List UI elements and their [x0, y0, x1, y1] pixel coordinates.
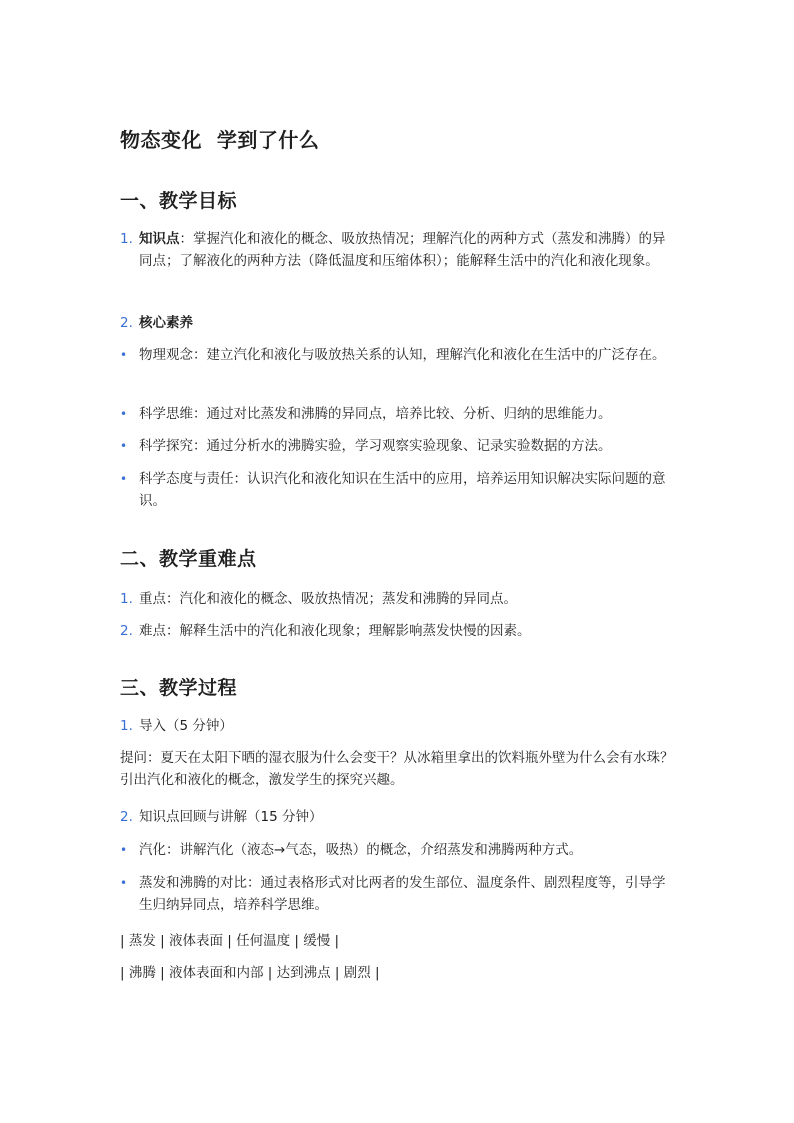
list-number: 1.	[120, 718, 133, 734]
intro-paragraph: 提问：夏天在太阳下晒的湿衣服为什么会变干？从冰箱里拿出的饮料瓶外壁为什么会有水珠？引出汽化和液化的概念，激发学生的探究兴趣。	[120, 750, 674, 788]
list-item	[120, 228, 676, 272]
item-text: ：掌握汽化和液化的概念、吸放热情况；理解汽化的两种方式（蒸发和沸腾）的异同点；了解液化的两种方法（降低温度和压缩体积）；能解释生活中的汽化和液化现象。	[139, 231, 666, 269]
list-item	[120, 312, 676, 334]
item-text: 重点：汽化和液化的概念、吸放热情况；蒸发和沸腾的异同点。	[139, 591, 517, 607]
bullet-icon: •	[120, 407, 128, 421]
item-text: 科学思维：通过对比蒸发和沸腾的异同点，培养比较、分析、归纳的思维能力。	[139, 406, 612, 422]
list-number: 1.	[120, 591, 133, 607]
list-number: 2.	[120, 623, 133, 639]
bullet-icon: •	[120, 439, 128, 453]
list-item	[120, 588, 676, 610]
item-label: 知识点	[139, 231, 180, 247]
section-heading-process: 三、教学过程	[120, 677, 238, 699]
section-heading-key-points: 二、教学重难点	[120, 548, 257, 570]
bullet-icon: •	[120, 876, 128, 890]
item-text: 知识点回顾与讲解（15 分钟）	[139, 809, 323, 825]
bullet-icon: •	[120, 348, 128, 362]
item-text: 科学态度与责任：认识汽化和液化知识在生活中的应用，培养运用知识解决实际问题的意识。	[139, 471, 666, 509]
item-text: 蒸发和沸腾的对比：通过表格形式对比两者的发生部位、温度条件、剧烈程度等，引导学生归纳异同点，培养科学思维。	[139, 875, 666, 913]
list-number: 2.	[120, 809, 133, 825]
list-item	[120, 344, 676, 366]
bullet-icon: •	[120, 843, 128, 857]
item-text: 难点：解释生活中的汽化和液化现象；理解影响蒸发快慢的因素。	[139, 623, 531, 639]
table-row: | 蒸发 | 液体表面 | 任何温度 | 缓慢 |	[120, 933, 340, 949]
table-row: | 沸腾 | 液体表面和内部 | 达到沸点 | 剧烈 |	[120, 965, 380, 981]
item-text: 物理观念：建立汽化和液化与吸放热关系的认知，理解汽化和液化在生活中的广泛存在。	[139, 347, 666, 363]
item-text: 科学探究：通过分析水的沸腾实验，学习观察实验现象、记录实验数据的方法。	[139, 438, 612, 454]
list-item	[120, 468, 676, 512]
item-label: 核心素养	[139, 315, 193, 331]
item-text: 导入（5 分钟）	[139, 718, 233, 734]
bullet-icon: •	[120, 472, 128, 486]
list-item	[120, 403, 676, 425]
list-item	[120, 620, 676, 642]
list-item	[120, 715, 676, 737]
item-text: 汽化：讲解汽化（液态→气态，吸热）的概念，介绍蒸发和沸腾两种方式。	[139, 842, 583, 858]
page-title: 物态变化 学到了什么	[120, 128, 320, 152]
list-item	[120, 839, 676, 861]
list-item	[120, 806, 676, 828]
list-item	[120, 872, 676, 916]
list-item	[120, 435, 676, 457]
section-heading-objectives: 一、教学目标	[120, 190, 238, 212]
list-number: 2.	[120, 315, 133, 331]
list-number: 1.	[120, 231, 133, 247]
